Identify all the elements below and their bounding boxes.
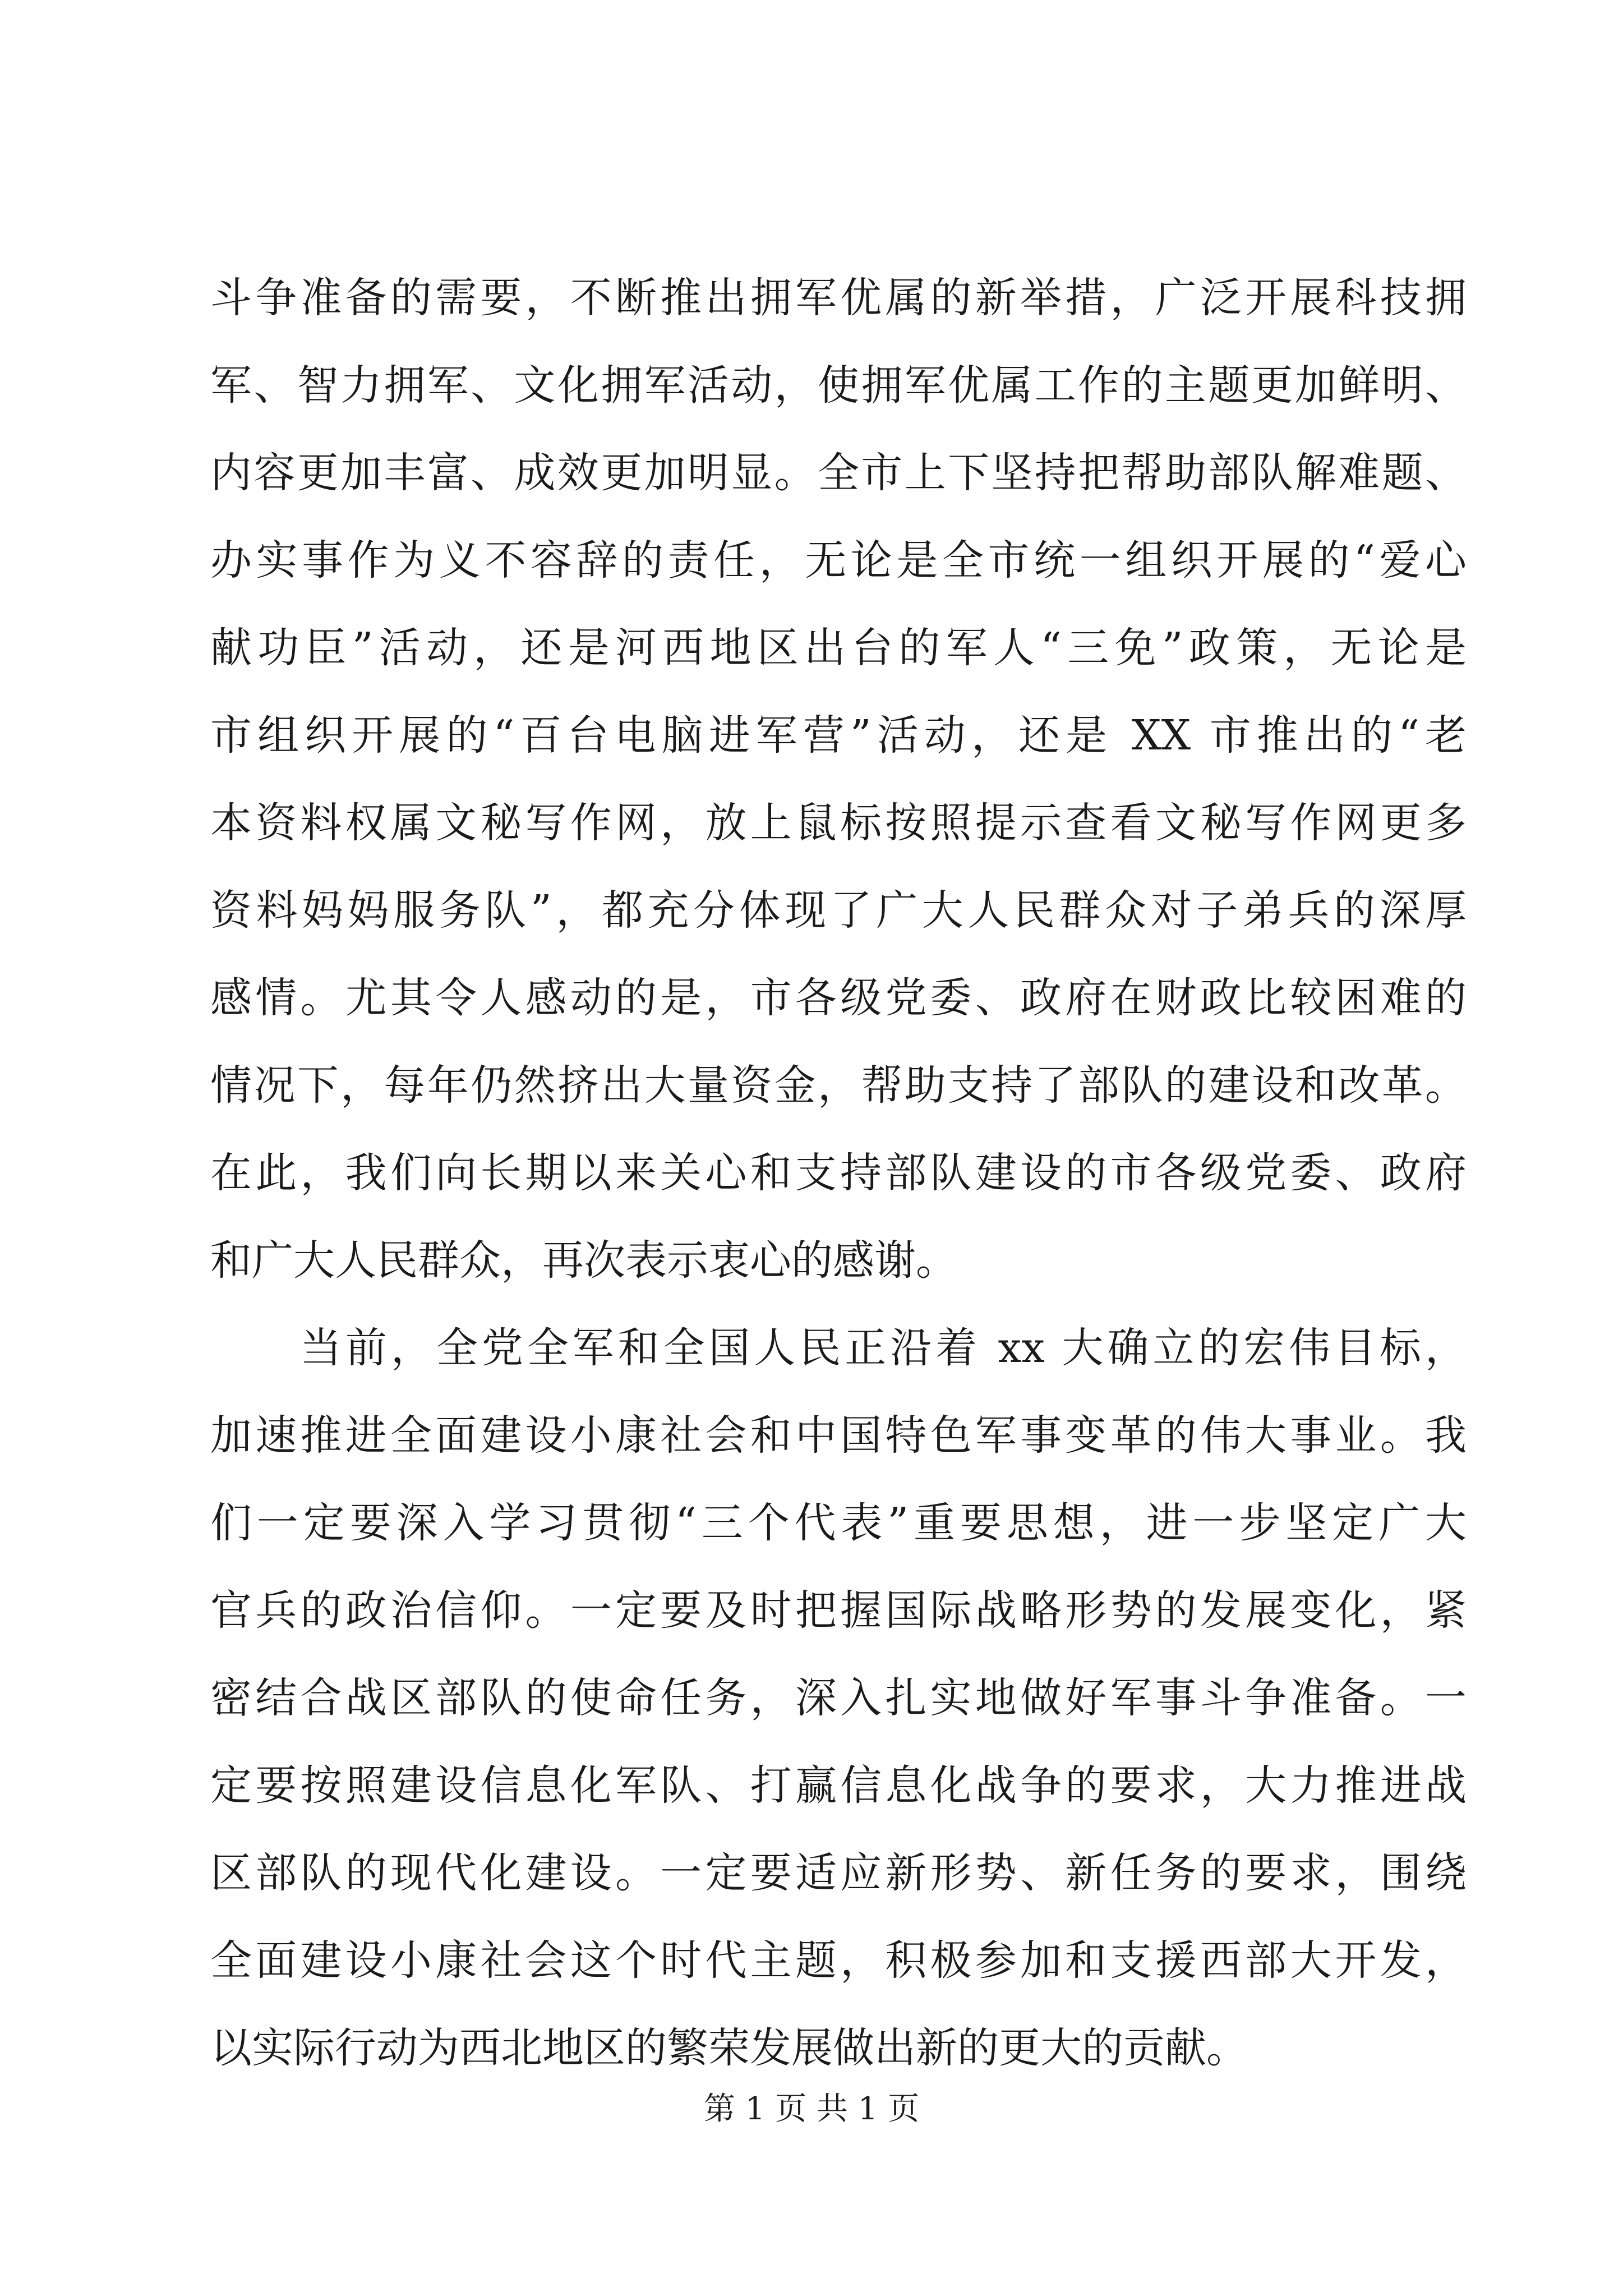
text-line: 办实事作为义不容辞的责任，无论是全市统一组织开展的“爱心 — [210, 536, 1467, 585]
page-footer: 第 1 页 共 1 页 — [703, 2091, 920, 2127]
text-line: 加速推进全面建设小康社会和中国特色军事变革的伟大事业。我 — [210, 1411, 1467, 1460]
text-line: 感情。尤其令人感动的是，市各级党委、政府在财政比较困难的 — [210, 974, 1467, 1022]
text-line: 以实际行动为西北地区的繁荣发展做出新的更大的贡献。 — [210, 2024, 1248, 2072]
text-line: 本资料权属文秘写作网，放上鼠标按照提示查看文秘写作网更多 — [210, 799, 1467, 847]
text-line: 市组织开展的“百台电脑进军营”活动，还是 XX 市推出的“老 — [210, 711, 1467, 760]
text-line: 资料妈妈服务队”，都充分体现了广大人民群众对子弟兵的深厚 — [210, 886, 1467, 935]
document-body — [210, 254, 1467, 2092]
text-line: 斗争准备的需要，不断推出拥军优属的新举措，广泛开展科技拥 — [210, 274, 1467, 322]
text-line: 区部队的现代化建设。一定要适应新形势、新任务的要求，围绕 — [210, 1849, 1467, 1897]
text-line: 情况下，每年仍然挤出大量资金，帮助支持了部队的建设和改革。 — [210, 1061, 1467, 1110]
text-line: 密结合战区部队的使命任务，深入扎实地做好军事斗争准备。一 — [210, 1674, 1467, 1722]
text-line: 军、智力拥军、文化拥军活动，使拥军优属工作的主题更加鲜明、 — [210, 361, 1467, 409]
text-line: 官兵的政治信仰。一定要及时把握国际战略形势的发展变化，紧 — [210, 1586, 1467, 1635]
text-line: 们一定要深入学习贯彻“三个代表”重要思想，进一步坚定广大 — [210, 1499, 1467, 1547]
text-line: 和广大人民群众，再次表示衷心的感谢。 — [210, 1236, 957, 1285]
text-line: 在此，我们向长期以来关心和支持部队建设的市各级党委、政府 — [210, 1149, 1467, 1197]
paragraph-1 — [210, 254, 1467, 1304]
text-line: 定要按照建设信息化军队、打赢信息化战争的要求，大力推进战 — [210, 1761, 1467, 1810]
text-line: 全面建设小康社会这个时代主题，积极参加和支援西部大开发， — [210, 1936, 1467, 1985]
text-line: 内容更加丰富、成效更加明显。全市上下坚持把帮助部队解难题、 — [210, 449, 1467, 497]
text-line: 献功臣”活动，还是河西地区出台的军人“三免”政策，无论是 — [210, 624, 1467, 672]
paragraph-2 — [210, 1304, 1467, 2092]
text-line: 当前，全党全军和全国人民正沿着 xx 大确立的宏伟目标， — [300, 1324, 1467, 1372]
